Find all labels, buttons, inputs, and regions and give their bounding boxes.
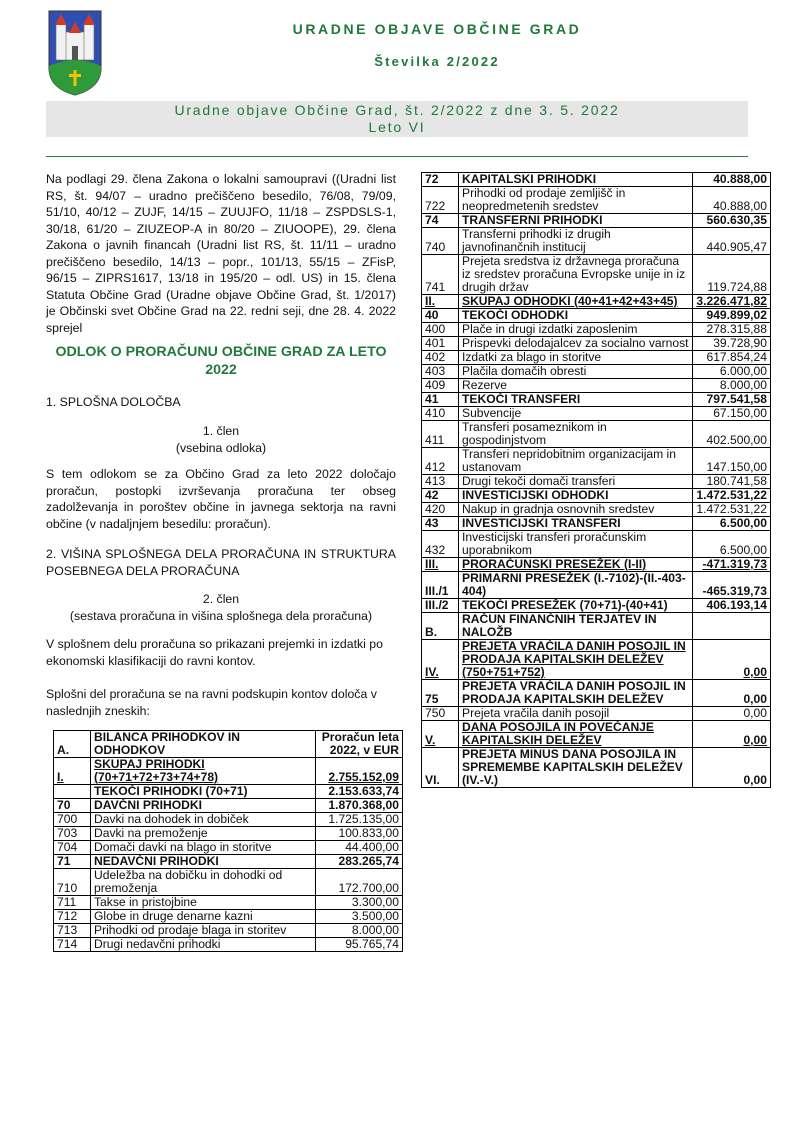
amount: -471.319,73 xyxy=(693,558,771,572)
table-row xyxy=(54,924,403,938)
amount: -465.319,73 xyxy=(693,572,771,599)
account-label: DANA POSOJILA IN POVEČANJE KAPITALSKIH DELEŽEV xyxy=(459,721,693,748)
account-label: Subvencije xyxy=(459,407,693,421)
account-code: 750 xyxy=(422,707,459,721)
table-row xyxy=(422,173,771,187)
account-code: 409 xyxy=(422,379,459,393)
account-label: Transferni prihodki iz drugih javnofinančnih institucij xyxy=(459,228,693,255)
account-code: 42 xyxy=(422,489,459,503)
amount: 440.905,47 xyxy=(693,228,771,255)
amount: 6.500,00 xyxy=(693,531,771,558)
table-row xyxy=(422,748,771,788)
account-code: IV. xyxy=(422,640,459,680)
account-label: Davki na premoženje xyxy=(91,827,316,841)
account-code: 703 xyxy=(54,827,91,841)
account-code: 400 xyxy=(422,323,459,337)
table-row xyxy=(422,309,771,323)
account-code xyxy=(54,785,91,799)
issue-number: Številka 2/2022 xyxy=(374,54,500,69)
amount: 278.315,88 xyxy=(693,323,771,337)
account-code: III. xyxy=(422,558,459,572)
account-label: TEKOČI PRIHODKI (70+71) xyxy=(91,785,316,799)
account-label: NEDAVČNI PRIHODKI xyxy=(91,855,316,869)
table-row xyxy=(54,855,403,869)
account-label: Transferi nepridobitnim organizacijam in ustanovam xyxy=(459,448,693,475)
amount: 3.500,00 xyxy=(316,910,403,924)
table-row xyxy=(54,841,403,855)
table-row xyxy=(422,489,771,503)
table-row xyxy=(422,599,771,613)
band-line-1: Uradne objave Občine Grad, št. 2/2022 z dne 3. 5. 2022 xyxy=(174,102,620,118)
account-code: I. xyxy=(54,758,91,785)
table-row xyxy=(422,448,771,475)
table-row xyxy=(422,407,771,421)
table-row xyxy=(422,337,771,351)
amount: 147.150,00 xyxy=(693,448,771,475)
account-code: 432 xyxy=(422,531,459,558)
table-row xyxy=(422,228,771,255)
amount: 0,00 xyxy=(693,707,771,721)
article-1-paragraph: S tem odlokom se za Občino Grad za leto 2022 določajo proračun, postopki izvrševanja proračuna ter obseg zadolževanja in poroštev občine in javnega sektorja na ravni občine (v nadaljnjem besedilu: proračun). xyxy=(46,467,396,531)
table-row xyxy=(422,365,771,379)
header-label: BILANCA PRIHODKOV IN ODHODKOV xyxy=(91,731,316,758)
account-code: 411 xyxy=(422,421,459,448)
account-code: 710 xyxy=(54,869,91,896)
intro-paragraph: Na podlagi 29. člena Zakona o lokalni samoupravi ((Uradni list RS, št. 94/07 – uradno prečiščeno besedilo, 76/08, 79/09, 51/10, 40/12 – ZUJF, 14/15 – ZUUJFO, 11/18 – ZSPDSLS-1, 30/18, 61/20 – ZIUZEOP-A in 80/20 – ZIUOOPE), 29. člena Zakona o javnih financah (Uradni list RS, št. 11/11 – uradno prečiščeno besedilo, 14/13 – popr., 101/13, 55/15 – ZFisP, 96/15 – ZIPRS1617, 13/18 in 195/20 – odl. US) in 15. člena Statuta Občine Grad (Uradne objave Občine Grad, št. 1/2017) je Občinski svet Občine Grad na 22. redni seji, dne 28. 4. 2022 sprejel xyxy=(46,172,396,335)
account-label: Plače in drugi izdatki zaposlenim xyxy=(459,323,693,337)
account-label: PREJETA VRAČILA DANIH POSOJIL IN PRODAJA KAPITALSKIH DELEŽEV xyxy=(459,680,693,707)
amount: 44.400,00 xyxy=(316,841,403,855)
account-code: 72 xyxy=(422,173,459,187)
account-label: Prihodki od prodaje zemljišč in neopredmetenih sredstev xyxy=(459,187,693,214)
amount: 95.765,74 xyxy=(316,938,403,952)
account-code: 75 xyxy=(422,680,459,707)
table-row xyxy=(422,475,771,489)
table-row xyxy=(422,680,771,707)
table-row xyxy=(422,295,771,309)
table-row xyxy=(422,323,771,337)
account-code: 43 xyxy=(422,517,459,531)
header-amount: Proračun leta 2022, v EUR xyxy=(316,731,403,758)
account-label: TRANSFERNI PRIHODKI xyxy=(459,214,693,228)
table-row xyxy=(422,707,771,721)
article-2-subtitle: (sestava proračuna in višina splošnega dela proračuna) xyxy=(69,609,373,623)
article-1-subtitle: (vsebina odloka) xyxy=(175,441,267,455)
amount: 402.500,00 xyxy=(693,421,771,448)
table-row xyxy=(422,421,771,448)
amount: 1.870.368,00 xyxy=(316,799,403,813)
table-row xyxy=(54,813,403,827)
account-label: TEKOČI ODHODKI xyxy=(459,309,693,323)
account-code: 741 xyxy=(422,255,459,295)
account-code: 711 xyxy=(54,896,91,910)
intro-block xyxy=(46,171,396,336)
account-code: III./1 xyxy=(422,572,459,599)
account-code: 403 xyxy=(422,365,459,379)
account-label: SKUPAJ PRIHODKI (70+71+72+73+74+78) xyxy=(91,758,316,785)
table-row xyxy=(422,503,771,517)
table-row xyxy=(54,799,403,813)
account-label: Prihodki od prodaje blaga in storitev xyxy=(91,924,316,938)
account-label: Prejeta sredstva iz državnega proračuna iz sredstev proračuna Evropske unije in iz drugih držav xyxy=(459,255,693,295)
odlok-title: ODLOK O PRORAČUNU OBČINE GRAD ZA LETO 2022 xyxy=(55,344,387,378)
amount: 1.472.531,22 xyxy=(693,503,771,517)
table-row xyxy=(422,531,771,558)
table-row xyxy=(54,869,403,896)
amount: 560.630,35 xyxy=(693,214,771,228)
table-row xyxy=(422,613,771,640)
amount xyxy=(693,613,771,640)
account-label: SKUPAJ ODHODKI (40+41+42+43+45) xyxy=(459,295,693,309)
account-code: 74 xyxy=(422,214,459,228)
header-code: A. xyxy=(54,731,91,758)
account-label: RAČUN FINANČNIH TERJATEV IN NALOŽB xyxy=(459,613,693,640)
amount: 180.741,58 xyxy=(693,475,771,489)
table-row xyxy=(422,214,771,228)
amount: 6.000,00 xyxy=(693,365,771,379)
amount: 8.000,00 xyxy=(693,379,771,393)
amount: 797.541,58 xyxy=(693,393,771,407)
account-label: Takse in pristojbine xyxy=(91,896,316,910)
table-row xyxy=(54,827,403,841)
amount: 617.854,24 xyxy=(693,351,771,365)
amount: 1.472.531,22 xyxy=(693,489,771,503)
account-label: Nakup in gradnja osnovnih sredstev xyxy=(459,503,693,517)
header-divider xyxy=(46,156,748,157)
account-code: 714 xyxy=(54,938,91,952)
account-label: Plačila domačih obresti xyxy=(459,365,693,379)
band-line-2: Leto VI xyxy=(368,119,426,135)
amount: 0,00 xyxy=(693,748,771,788)
table-row xyxy=(54,896,403,910)
table-row xyxy=(422,393,771,407)
amount: 6.500,00 xyxy=(693,517,771,531)
amount: 67.150,00 xyxy=(693,407,771,421)
account-code: 740 xyxy=(422,228,459,255)
amount: 39.728,90 xyxy=(693,337,771,351)
account-label: Davki na dohodek in dobiček xyxy=(91,813,316,827)
account-label: Globe in druge denarne kazni xyxy=(91,910,316,924)
amount: 3.226.471,82 xyxy=(693,295,771,309)
publication-title: URADNE OBJAVE OBČINE GRAD xyxy=(292,21,582,37)
article-2-number: 2. člen xyxy=(202,592,240,606)
table-header-row xyxy=(54,731,403,758)
account-label: Investicijski transferi proračunskim uporabnikom xyxy=(459,531,693,558)
amount: 406.193,14 xyxy=(693,599,771,613)
table-row xyxy=(54,785,403,799)
account-code: 70 xyxy=(54,799,91,813)
section-2-heading: 2. VIŠINA SPLOŠNEGA DELA PRORAČUNA IN STRUKTURA POSEBNEGA DELA PRORAČUNA xyxy=(46,547,396,578)
account-label: Prispevki delodajalcev za socialno varnost xyxy=(459,337,693,351)
account-label: Domači davki na blago in storitve xyxy=(91,841,316,855)
account-label: Udeležba na dobičku in dohodki od premoženja xyxy=(91,869,316,896)
account-code: 410 xyxy=(422,407,459,421)
amount: 2.153.633,74 xyxy=(316,785,403,799)
amount: 0,00 xyxy=(693,640,771,680)
section-1-heading: 1. SPLOŠNA DOLOČBA xyxy=(46,395,181,409)
account-code: 722 xyxy=(422,187,459,214)
account-code: 40 xyxy=(422,309,459,323)
account-code: III./2 xyxy=(422,599,459,613)
table-row xyxy=(422,351,771,365)
article-2-paragraph: V splošnem delu proračuna so prikazani prejemki in izdatki po ekonomski klasifikaciji do ravni kontov. xyxy=(46,637,383,668)
publication-band xyxy=(46,101,748,137)
table-row xyxy=(422,379,771,393)
table-row xyxy=(422,517,771,531)
amount: 40.888,00 xyxy=(693,187,771,214)
account-label: Rezerve xyxy=(459,379,693,393)
account-code: 401 xyxy=(422,337,459,351)
account-code: V. xyxy=(422,721,459,748)
amount: 119.724,88 xyxy=(693,255,771,295)
account-label: Prejeta vračila danih posojil xyxy=(459,707,693,721)
table-row xyxy=(54,910,403,924)
account-code: 41 xyxy=(422,393,459,407)
account-code: B. xyxy=(422,613,459,640)
account-label: PREJETA VRAČILA DANIH POSOJIL IN PRODAJA KAPITALSKIH DELEŽEV (750+751+752) xyxy=(459,640,693,680)
amount: 1.725.135,00 xyxy=(316,813,403,827)
account-code: 71 xyxy=(54,855,91,869)
table-row xyxy=(422,572,771,599)
article-1-number: 1. člen xyxy=(202,424,240,438)
amount: 0,00 xyxy=(693,680,771,707)
amount: 949.899,02 xyxy=(693,309,771,323)
account-code: 402 xyxy=(422,351,459,365)
table-row xyxy=(54,938,403,952)
account-label: INVESTICIJSKI TRANSFERI xyxy=(459,517,693,531)
account-label: DAVČNI PRIHODKI xyxy=(91,799,316,813)
article-2-paragraph-2: Splošni del proračuna se na ravni podskupin kontov določa v naslednjih zneskih: xyxy=(46,687,377,718)
table-row xyxy=(422,187,771,214)
account-label: TEKOČI TRANSFERI xyxy=(459,393,693,407)
account-label: Drugi nedavčni prihodki xyxy=(91,938,316,952)
account-label: Izdatki za blago in storitve xyxy=(459,351,693,365)
account-code: 712 xyxy=(54,910,91,924)
account-label: PRIMARNI PRESEŽEK (I.-7102)-(II.-403-404) xyxy=(459,572,693,599)
budget-table-right xyxy=(421,172,771,788)
budget-table-left xyxy=(53,730,403,952)
account-code: 412 xyxy=(422,448,459,475)
account-label: INVESTICIJSKI ODHODKI xyxy=(459,489,693,503)
amount: 0,00 xyxy=(693,721,771,748)
account-label: TEKOČI PRESEŽEK (70+71)-(40+41) xyxy=(459,599,693,613)
account-label: Drugi tekoči domači transferi xyxy=(459,475,693,489)
account-code: VI. xyxy=(422,748,459,788)
table-row xyxy=(422,640,771,680)
account-code: 713 xyxy=(54,924,91,938)
amount: 283.265,74 xyxy=(316,855,403,869)
account-label: PREJETA MINUS DANA POSOJILA IN SPREMEMBE KAPITALSKIH DELEŽEV (IV.-V.) xyxy=(459,748,693,788)
account-code: 704 xyxy=(54,841,91,855)
amount: 2.755.152,09 xyxy=(316,758,403,785)
account-code: II. xyxy=(422,295,459,309)
account-label: PRORAČUNSKI PRESEŽEK (I-II) xyxy=(459,558,693,572)
account-code: 413 xyxy=(422,475,459,489)
table-row xyxy=(422,721,771,748)
amount: 8.000,00 xyxy=(316,924,403,938)
table-row xyxy=(422,255,771,295)
account-label: KAPITALSKI PRIHODKI xyxy=(459,173,693,187)
account-label: Transferi posameznikom in gospodinjstvom xyxy=(459,421,693,448)
account-code: 420 xyxy=(422,503,459,517)
amount: 3.300,00 xyxy=(316,896,403,910)
amount: 172.700,00 xyxy=(316,869,403,896)
amount: 100.833,00 xyxy=(316,827,403,841)
account-code: 700 xyxy=(54,813,91,827)
amount: 40.888,00 xyxy=(693,173,771,187)
table-row xyxy=(54,758,403,785)
table-row xyxy=(422,558,771,572)
